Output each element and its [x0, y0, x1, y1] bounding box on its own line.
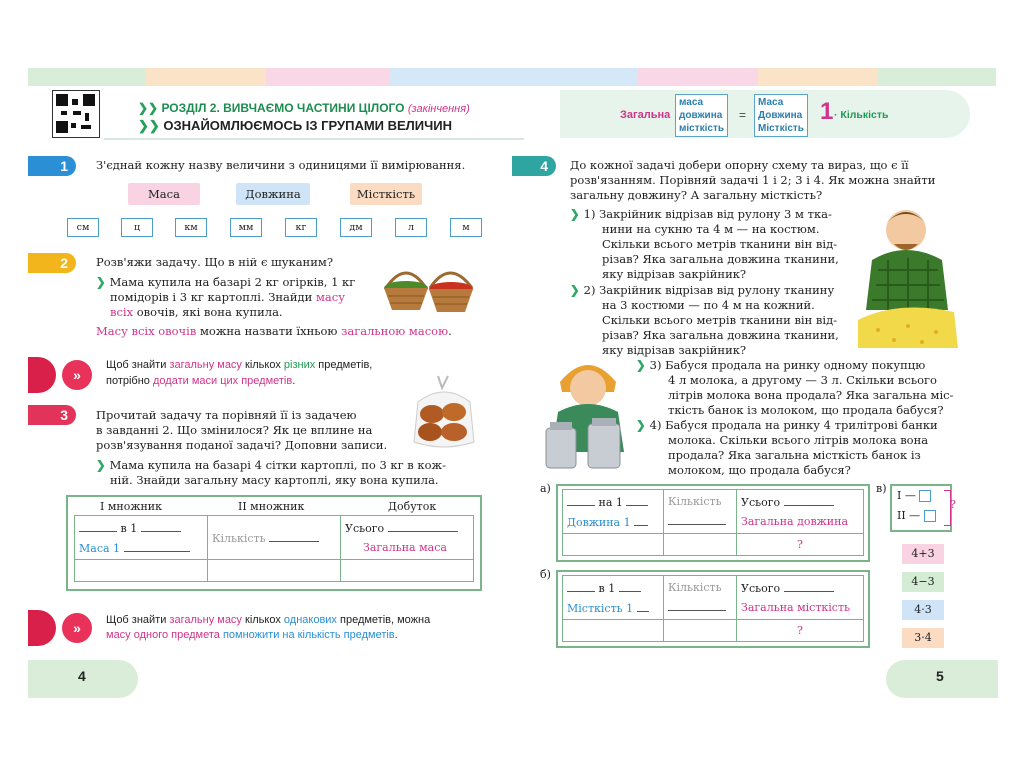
answer-3-times-4[interactable]: 3·4 — [902, 628, 944, 648]
task-3-badge: 3 — [28, 405, 76, 425]
scheme-a-table — [562, 489, 864, 556]
tip1-g: додати маси цих предметів — [153, 375, 293, 387]
question-mark: ? — [797, 538, 803, 551]
s4-l0: 4) Бабуся продала на ринку 4 трилітрові банки — [649, 418, 938, 432]
tip1-f: потрібно — [106, 375, 150, 387]
scheme-b-label: б) — [540, 568, 551, 581]
tip2-a: Щоб знайти — [106, 614, 167, 626]
scheme-a-cell-1[interactable] — [563, 490, 664, 534]
unit-kg[interactable]: кг — [285, 218, 317, 237]
question-mark: ? — [797, 624, 803, 637]
task-3-line-1: Прочитай задачу та порівняй її із задачею — [96, 408, 357, 422]
s1-l0: 1) Закрійник відрізав від рулону 3 м тка- — [583, 207, 832, 221]
task-2-problem-line-3 — [110, 305, 283, 320]
tip1-b: загальну масу — [169, 359, 242, 371]
subtask-1 — [570, 207, 839, 282]
quantity-label: Кількість — [212, 531, 266, 545]
scheme-a-empty-1[interactable] — [563, 534, 664, 556]
task-1-badge: 1 — [28, 156, 76, 176]
task-4-line-2: розв'язанням. Порівняй задачі 1 і 2; 3 і 4. Як можна знайти — [570, 173, 936, 187]
task-3-problem-2: ній. Знайди загальну масу картоплі, яку вона купила. — [110, 473, 439, 487]
scheme-right-3: Місткість — [758, 123, 804, 134]
scheme-a-empty-2[interactable] — [664, 534, 737, 556]
note-all-veg: Масу всіх овочів — [96, 324, 197, 338]
baskets-illustration — [380, 258, 480, 318]
task-4-line-3: загальну довжину? А загальну місткість? — [570, 188, 823, 202]
v-row-1-box[interactable] — [919, 490, 931, 502]
total-mass-label: Загальна маса — [363, 541, 447, 554]
unit-mm[interactable]: мм — [230, 218, 262, 237]
tip2-d: однакових — [283, 614, 337, 626]
scheme-b-cell-3[interactable] — [737, 576, 864, 620]
arrow-icon: ❯ — [636, 418, 646, 432]
double-chevron-tip-icon: » — [62, 613, 92, 643]
a-total-length: Загальна довжина — [741, 515, 849, 528]
tip2-f: масу одного предмета — [106, 629, 220, 641]
task-2-mass-word: масу — [315, 290, 345, 304]
scheme-left-1: маса — [679, 97, 704, 108]
tip-2-line-1 — [106, 613, 430, 628]
s4-l3: молоком, що продала бабуся? — [668, 463, 851, 477]
scheme-b-empty-1[interactable] — [563, 620, 664, 642]
section-title — [138, 101, 470, 115]
pill-capacity[interactable]: Місткість — [350, 183, 422, 205]
task-2-badge: 2 — [28, 253, 76, 273]
b-quantity: Кількість — [668, 581, 722, 594]
col-multiplier-1: I множник — [100, 500, 163, 513]
scheme-b-cell-1[interactable] — [563, 576, 664, 620]
a-quantity: Кількість — [668, 495, 722, 508]
cell-empty-1[interactable] — [75, 560, 208, 582]
tip-1-line-1 — [106, 358, 372, 373]
tip1-d: різних — [283, 359, 316, 371]
chevron-right-icon: ❯❯ — [138, 101, 162, 115]
scheme-one: 1 — [820, 98, 834, 125]
answer-4-plus-3[interactable]: 4+3 — [902, 544, 944, 564]
scheme-v-row-1 — [897, 489, 931, 502]
unit-dm[interactable]: дм — [340, 218, 372, 237]
unit-m[interactable]: м — [450, 218, 482, 237]
topic-title — [138, 118, 452, 134]
arrow-icon: ❯ — [570, 283, 580, 297]
task-2-p3: овочів, які вона купила. — [136, 305, 283, 319]
scheme-b-question[interactable] — [737, 620, 864, 642]
a-total: Усього — [741, 496, 781, 509]
subtask-3 — [636, 358, 953, 418]
scheme-b-empty-2[interactable] — [664, 620, 737, 642]
cell-empty-3[interactable] — [341, 560, 474, 582]
scheme-left-3: місткість — [679, 123, 725, 134]
task-4-line-1: До кожної задачі добери опорну схему та вираз, що є її — [570, 158, 909, 172]
tip2-h: . — [394, 629, 398, 641]
arrow-icon: ❯ — [96, 275, 106, 289]
task-2-note — [96, 324, 452, 339]
s4-l1: молока. Скільки всього літрів молока вона — [668, 433, 929, 447]
s2-l2: Скільки всього метрів тканини він від- — [602, 313, 838, 327]
scheme-b-table — [562, 575, 864, 642]
task-3-table — [74, 515, 474, 582]
unit-cm[interactable]: см — [67, 218, 99, 237]
tip-2-bar — [28, 610, 56, 646]
tip-1-bar — [28, 357, 56, 393]
s2-l4: яку відрізав закрійник? — [602, 343, 747, 357]
scheme-right-box — [754, 94, 808, 137]
v-question — [950, 498, 956, 511]
s4-l2: продала? Яка загальна місткість банок із — [668, 448, 921, 462]
scheme-v-row-2 — [897, 509, 936, 522]
v-question-mark: ? — [950, 498, 956, 511]
section-note: (закінчення) — [407, 103, 470, 115]
cell-mass-one[interactable] — [75, 516, 208, 560]
potato-sack-illustration — [408, 372, 480, 452]
s2-l3: різав? Яка загальна довжина тканини, — [602, 328, 839, 342]
scheme-left-2: довжина — [679, 110, 723, 121]
scheme-right-1: Маса — [758, 97, 784, 108]
tip2-e: предметів, можна — [340, 614, 431, 626]
s1-l4: яку відрізав закрійник? — [602, 267, 747, 281]
scheme-equals: = — [739, 108, 747, 122]
cell-empty-2[interactable] — [208, 560, 341, 582]
s2-l1: на 3 костюми — по 4 м на кожний. — [602, 298, 815, 312]
a-na: на 1 — [598, 495, 623, 509]
task-2-text: Розв'яжи задачу. Що в ній є шуканим? — [96, 255, 334, 269]
b-total: Усього — [741, 582, 781, 595]
v-one: в 1 — [120, 521, 138, 535]
answer-4-times-3[interactable]: 4·3 — [902, 600, 944, 620]
double-chevron-tip-icon: » — [62, 360, 92, 390]
task-3-problem-1 — [96, 458, 446, 473]
s2-l0: 2) Закрійник відрізав від рулону тканину — [583, 283, 835, 297]
topic-name: ОЗНАЙОМЛЮЄМОСЬ ІЗ ГРУПАМИ ВЕЛИЧИН — [163, 118, 453, 133]
tailor-illustration — [858, 200, 958, 350]
double-chevron-icon: ❯❯ — [138, 118, 164, 133]
grandma-illustration — [540, 352, 636, 476]
scheme-a-label: а) — [540, 482, 551, 495]
s1-l3: різав? Яка загальна довжина тканини, — [602, 252, 839, 266]
scheme-label: Загальна — [620, 109, 671, 121]
pill-length[interactable]: Довжина — [236, 183, 310, 205]
arrow-icon: ❯ — [636, 358, 646, 372]
task-2-problem-line-2 — [110, 290, 345, 305]
scheme-right-2: Довжина — [758, 110, 803, 121]
col-multiplier-2: II множник — [238, 500, 305, 513]
unit-centner[interactable]: ц — [121, 218, 153, 237]
b-total-capacity: Загальна місткість — [741, 601, 851, 614]
task-2-p1: Мама купила на базарі 2 кг огірків, 1 кг — [109, 275, 356, 289]
task-3-p1: Мама купила на базарі 4 сітки картоплі, по 3 кг в кож- — [109, 458, 447, 472]
cell-total[interactable] — [341, 516, 474, 560]
s3-l1: 4 л молока, а другому — 3 л. Скільки всього — [668, 373, 937, 387]
tip1-c: кількох — [245, 359, 281, 371]
s3-l3: ткість банок із молоком, що продала бабуся? — [668, 403, 944, 417]
task-3-line-3: розв'язування поданої задачі? Доповни записи. — [96, 438, 388, 452]
arrow-icon: ❯ — [96, 458, 106, 472]
subtask-2 — [570, 283, 839, 358]
a-length-one: Довжина 1 — [567, 515, 631, 529]
v-row-1-label: I — — [897, 489, 916, 502]
section-name: РОЗДІЛ 2. ВИВЧАЄМО ЧАСТИНИ ЦІЛОГО — [161, 101, 405, 115]
scheme-left-box — [675, 94, 728, 137]
task-2-all-word: всіх — [110, 305, 134, 319]
scheme-v-label: в) — [876, 482, 887, 495]
scheme-a-cell-3[interactable] — [737, 490, 864, 534]
page-number-right: 5 — [936, 668, 944, 684]
note-total-mass: загальною масою — [341, 324, 449, 338]
s1-l1: нини на сукню та 4 м — на костюм. — [602, 222, 820, 236]
s1-l2: Скільки всього метрів тканини він від- — [602, 237, 838, 251]
task-3-line-2: в завданні 2. Що змінилося? Як це вплине на — [96, 423, 373, 437]
v-row-2-box[interactable] — [924, 510, 936, 522]
task-1-text: З'єднай кожну назву величини з одиницями її вимірювання. — [96, 158, 466, 172]
tip2-c: кількох — [245, 614, 281, 626]
total-label: Усього — [345, 522, 385, 535]
arrow-icon: ❯ — [570, 207, 580, 221]
tip1-a: Щоб знайти — [106, 359, 167, 371]
scheme-a-question[interactable] — [737, 534, 864, 556]
s3-l2: літрів молока вона продала? Яка загальна міс- — [668, 388, 954, 402]
answer-4-minus-3[interactable]: 4−3 — [902, 572, 944, 592]
cell-quantity[interactable] — [208, 516, 341, 560]
mass-one-label: Маса 1 — [79, 541, 121, 555]
b-capacity-one: Місткість 1 — [567, 601, 634, 615]
task-4-badge: 4 — [512, 156, 556, 176]
subtask-4 — [636, 418, 938, 478]
note-dot: . — [448, 324, 452, 338]
tip-2-line-2 — [106, 628, 398, 643]
qr-code — [52, 90, 100, 138]
tip-1-line-2 — [106, 374, 295, 389]
b-v: в 1 — [598, 581, 616, 595]
s3-l0: 3) Бабуся продала на ринку одному покупцю — [649, 358, 926, 372]
header-divider — [104, 138, 524, 140]
scheme-quantity: · Кількість — [834, 109, 889, 121]
task-2-p2: помідорів і 3 кг картоплі. Знайди — [110, 290, 313, 304]
tip2-b: загальну масу — [169, 614, 242, 626]
v-row-2-label: II — — [897, 509, 921, 522]
tip1-e: предметів, — [318, 359, 373, 371]
col-product: Добуток — [388, 500, 437, 513]
task-2-problem-line-1 — [96, 275, 355, 290]
scheme-b-cell-2[interactable] — [664, 576, 737, 620]
tip2-g: помножити на кількість предметів — [222, 629, 395, 641]
unit-km[interactable]: км — [175, 218, 207, 237]
note-b: можна назвати їхньою — [199, 324, 338, 338]
page-number-left: 4 — [78, 668, 86, 684]
scheme-a-cell-2[interactable] — [664, 490, 737, 534]
unit-l[interactable]: л — [395, 218, 427, 237]
pill-mass[interactable]: Маса — [128, 183, 200, 205]
tip1-h: . — [292, 375, 296, 387]
